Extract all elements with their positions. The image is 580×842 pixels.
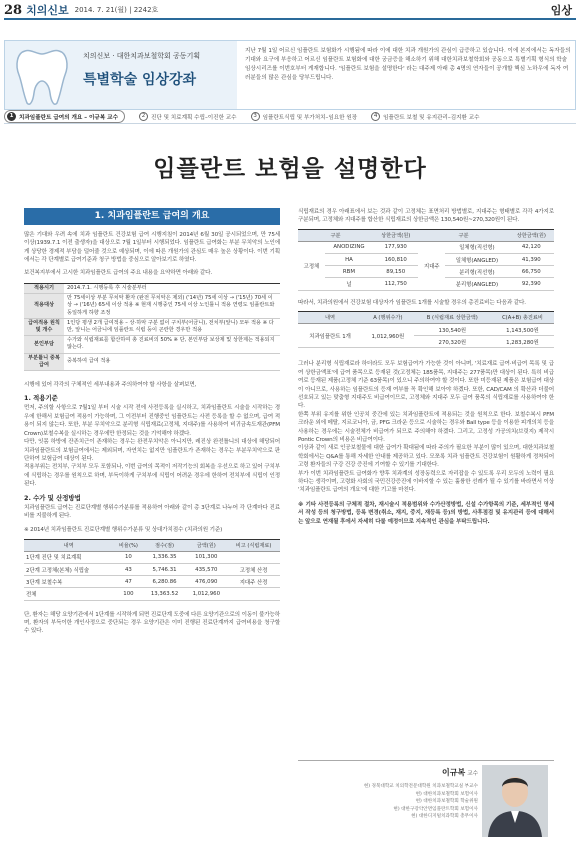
paragraph: 다만, 잇몸 하방에 잔존치근이 존재하는 경우는 완전무치악은 아니지만, 레진상 완전틀니의 대상에 해당되어 치과임플란트의 보험급여에서는 제외되며, 자연치는 없지만 임플란트가 존재하는 경우는 부분무치악으로 판단하여 보험급여 대상이 된다. [24, 439, 280, 462]
table-row [24, 563, 280, 575]
affiliation-line: 현) 대한치과보철학회 학술위원 [415, 799, 478, 805]
tab-label: 치과임플란트 급여의 개요 – 이규복 교수 [19, 114, 118, 121]
cell: 2단계 고정체(본체) 식립술 [24, 563, 113, 575]
fee-table [24, 539, 280, 601]
paragraph: 식립재료의 경우 아래표에서 보는 것과 같이 고정체는 표면처리 방법별로, 지대주는 형태별로 각각 4가지로 구분되며, 고정체와 지대주를 합산한 식립재료의 상한금액은 130,540원~270,320원이 된다. [298, 209, 554, 224]
group-label: 지대주 [418, 241, 445, 290]
paragraph: 한쪽 부위 유지를 위한 인공치 중간에 있는 치과임플란트에 적용되는 것을 원칙으로 한다. 보철수복시 PFM 크라운 외에 메탈, 지르코니아, 금, PFG 크라운 등으로 시술하는 경우와 Ball type 등을 이용한 피개의치 등을 사용하는 경우에는 시술전체가 비급여가 되므로 주의해야 하겠다. 그리고, 고정성 가공의치(브릿지) 제작시 Pontic Crown의 비용은 비급여이다. [298, 411, 554, 443]
column-header: A (행위수가) [362, 311, 414, 323]
portrait-icon [482, 765, 548, 837]
cell: 1,143,500원 [491, 323, 554, 335]
cell: 1단계 진단 및 치료계획 [24, 551, 113, 563]
table-row [24, 284, 280, 294]
cell [227, 588, 280, 600]
author-name [442, 767, 478, 778]
masthead [4, 2, 576, 20]
cell: 47 [113, 576, 144, 588]
cell: 치과임플란트 1개 [298, 323, 362, 347]
paragraph: 그러나 분리형 식립재료라 하더라도 모두 보험급여가 가능한 것이 아니며, '치료재료 급여·비급여 목록 및 급여 상한금액표'에 급여 품목으로 등재된 것(고정체는 185품목, 지대주는 277품목)만 대상이 된다. 특히 비급여로 등재된 제품(고정체 기준 63품목)이 있으니 주의하여야 할 것이다. 또한 미등재된 제품은 보험급여 대상이 아니므로, 사용하는 임플란트의 등재 여부를 꼭 확인해 보아야 하겠다. 또한, CAD/CAM 의 확산과 더불어 선호되고 있는 맞춤형 지대주도 비급여이므로, 고정체와 지대주 모두 급여 품목의 식립재료를 사용하여야 한다. [298, 361, 554, 410]
author-affiliations [364, 783, 478, 821]
cell: 43 [113, 563, 144, 575]
cell: 112,750 [373, 278, 418, 290]
cell: RBM [325, 266, 373, 278]
column-header: 구분 [298, 229, 373, 241]
cell: 분리형(직선형) [445, 266, 508, 278]
cell: 13,363.52 [144, 588, 186, 600]
cell: 41,390 [509, 254, 554, 266]
cell: 92,390 [509, 278, 554, 290]
table-row [24, 551, 280, 563]
cell: 177,930 [373, 241, 418, 253]
rule-value: 2014.7.1. 시행등록 후 시술분부터 [64, 284, 280, 294]
left-column [24, 208, 280, 636]
rule-key: 급여적용 원칙 및 개수 [24, 318, 64, 335]
paragraph: 많은 기대와 우려 속에 치과 임플란트 건강보험 급여 시행지침이 2014년 6월 30일 공시되었으며, 만 75세 이상(1939.7.1 이전 출생자)을 대상으로 7월 1일부터 시행되었다. 임플란트 급여화는 부분 무치악의 노인에게 상당한 경제적 부담을 덜어줄 것으로 예상되며, 이에 따른 개원가의 관심도 매우 높은 상황이다. 이번 기획에서는 각 단계별로 급여기준과 청구 방법을 중심으로 알아보기로 하였다. [24, 232, 280, 264]
paragraph: 따라서, 치과의원에서 건강보험 대상자가 임플란트 1개를 시술할 경우의 총진료비는 다음과 같다. [298, 299, 526, 306]
cell: 5,746.31 [144, 563, 186, 575]
table-row [24, 336, 280, 353]
issue-date: 2014. 7. 21(월) | 2242호 [74, 6, 159, 14]
banner-title-area [5, 41, 237, 109]
cell: 101,300 [185, 551, 227, 563]
cell: 476,090 [185, 576, 227, 588]
footnote: ※ 기타 사전등록의 구체적 절차, 재시술시 적용범위와 수가산정방법, 신설 수가항목의 기준, 세부적인 명세서 작성 등의 청구방법, 등록 변경(취소, 재지, 중지, 재등록 등)의 방법, 사후점검 및 유지관리 등에 대해서는 앞으로 연재될 후에서 자세히 다룰 예정이므로 지속적인 관심을 부탁드립니다. [298, 501, 554, 525]
tab-2[interactable] [139, 112, 237, 121]
paragraph: 이상과 같이 새로 인공보철물에 대한 급여가 확대됨에 따라 주의가 필요한 부분이 많이 있으며, 대한치과보철학회에서는 Q&A를 통해 자세한 안내를 제공하고 있다. 모쪼록 치과 임플란트 건강보험이 원활하게 정착되어 고령 환자들의 구강 건강 증진에 기여할 수 있기를 기대한다. [298, 445, 554, 469]
section-name: 임상 [550, 4, 572, 17]
series-tabs [4, 110, 576, 124]
rules-table [24, 283, 280, 371]
affiliation-line: 현) 경북대학교 치의학전문대학원 치과보철학교실 부교수 [363, 784, 478, 789]
tab-3[interactable] [251, 112, 358, 121]
cell: 435,570 [185, 563, 227, 575]
cell: HA [325, 254, 373, 266]
subheading: 1. 적용기준 [24, 394, 58, 403]
paragraph: 보건복지부에서 고시한 치과임플란트 급여의 주요 내용을 요약하면 아래와 같다. [24, 269, 213, 276]
cell: 89,150 [373, 266, 418, 278]
rule-key: 부분틀니 중복급여 [24, 353, 64, 370]
column-header: 내역 [298, 311, 362, 323]
paragraph: 단, 환자는 해당 요양기관에서 1단계를 시작하게 되면 진료단계 도중에 다른 요양기관으로의 이동이 불가능하며, 환자의 부득이한 개인사정으로 중단되는 경우 요양기관은 이미 진행된 진료단계까지 급여비용을 청구할 수 있다. [24, 611, 280, 635]
cell: 130,540원 [414, 323, 491, 335]
affiliation-line: 현) 대한디지털치과학회 총무이사 [411, 814, 478, 820]
cell: 전체 [24, 588, 113, 600]
column-header: 점수(점) [144, 539, 186, 551]
table-header-row [298, 229, 554, 241]
column-header: 비율(%) [113, 539, 144, 551]
paper-name: 치의신보 [26, 4, 69, 17]
paragraph: 부가 이번 치과임플란트 급여화가 향후 치과계의 성장동력으로 자리잡을 수 있도록 우리 모두의 노력이 필요하다는 생각이며, 고령화 사회의 국민건강증진에 이바지할 수 있는 훌륭한 선례가 될 수 있기를 바라면서 이상 '치과임플란트 급여의 개요'에 대한 기고를 마친다. [298, 470, 554, 494]
cell: 분리형(ANGLED) [445, 278, 508, 290]
banner-host: 치의신보 · 대한치과보철학회 공동기획 [83, 52, 201, 60]
tooth-icon [13, 45, 71, 107]
rule-key: 본인부담 [24, 336, 64, 353]
tab-label: 진단 및 치료계획 수립–이진한 교수 [151, 114, 237, 121]
table-row [298, 241, 554, 253]
cell: 1,012,960 [185, 588, 227, 600]
affiliation-line: 현) 대한치과보철학회 보험이사 [415, 791, 478, 797]
cell: 42,120 [509, 241, 554, 253]
headline: 임플란트 보험을 설명한다 [153, 156, 427, 182]
cell: ANODIZING [325, 241, 373, 253]
author-box [298, 760, 554, 838]
cell: 지대주 산정 [227, 576, 280, 588]
column-header: 상한금액(원) [509, 229, 554, 241]
affiliation-line: 현) 대한구강악안면임플란트학회 보험이사 [393, 806, 478, 812]
tab-number: 1 [7, 112, 16, 121]
section-title: 1. 치과임플란트 급여의 개요 [24, 208, 280, 225]
table-row [24, 588, 280, 600]
author-name-text: 이규복 [442, 768, 466, 777]
cell: 3단계 보철수복 [24, 576, 113, 588]
table-row [24, 353, 280, 370]
cell: 270,320원 [414, 336, 491, 348]
cell: 널 [325, 278, 373, 290]
column-header: B (식립재료 상한금액) [414, 311, 491, 323]
cell: 일체형(직선형) [445, 241, 508, 253]
column-header: 금액(원) [185, 539, 227, 551]
table-caption: ※ 2014년 치과임플란트 진료단계별 행위수가분류 및 상대가치점수 (치과의원 기준) [24, 527, 223, 534]
cell: 1,012,960원 [362, 323, 414, 347]
cell: 일체형(ANGLED) [445, 254, 508, 266]
rule-value: 1인당 평생 2개 급여적용 – 상·하악 구분 없이 구치부(어금니), 전치부(앞니) 모두 적용 ※ 다만, 앞니는 어금니에 임플란트 식립 등이 곤란한 경우만 적용 [64, 318, 280, 335]
banner-intro: 지난 7월 1일 어르신 임플란트 보험화가 시행됨에 따라 이에 대한 치과 개원가의 관심이 급증하고 있습니다. 이에 본지에서는 독자들의 기대와 요구에 부응하고 어르신 임플란트 보험화에 대한 궁금증을 해소하기 위해 대한치과보철학회와 공동으로 특별기획 형식의 학술임상시리즈를 이번호부터 게재합니다. '임플란트 보험을 설명한다' 라는 대주제 아래 총 4명의 연자들이 공개할 핵심 노하우에 독자 여러분들의 많은 관심을 당부드립니다. [245, 48, 571, 81]
paragraph: 적용부위는 전치부, 구치부 모두 포함되나, 이번 급여의 목적이 저작기능의 회복을 우선으로 하고 있어 구치부에 식립하는 경우를 원칙으로 하며, 부득이하게 구치부에 식립이 어려운 경우에 한하여 전치부에 식립이 인정된다. [24, 464, 280, 488]
tab-label: 임플란트 보철 및 유지관리–김지환 교수 [383, 114, 480, 121]
page-number: 28 [4, 2, 23, 18]
author-role: 교수 [467, 771, 478, 777]
tab-label: 임플란트식립 및 부가처치–임요한 원장 [262, 114, 358, 121]
cell [227, 551, 280, 563]
rule-key: 적용대상 [24, 294, 64, 319]
cell: 6,280.86 [144, 576, 186, 588]
banner-title: 특별학술 임상강좌 [83, 72, 197, 88]
series-banner [4, 40, 576, 110]
column-header: 내역 [24, 539, 113, 551]
column-header: 상한금액(원) [373, 229, 418, 241]
cell: 1,283,280원 [491, 336, 554, 348]
group-label: 고정체 [298, 241, 325, 290]
rule-value: 수가와 식립재료를 합산하여 총 진료비의 50% ※ 단, 본인부담 보상제 및 상한제는 적용되지 않는다. [64, 336, 280, 353]
total-fee-table [298, 311, 554, 348]
column-header: 구분 [418, 229, 508, 241]
cell: 1,336.35 [144, 551, 186, 563]
cell: 10 [113, 551, 144, 563]
cell: 100 [113, 588, 144, 600]
table-header-row [24, 539, 280, 551]
right-column [298, 208, 554, 526]
tab-number: 3 [251, 112, 260, 121]
paragraph: 시행에 있어 각각의 구체적인 세부내용과 주의하여야 할 사항을 살펴보면, [24, 382, 197, 389]
tab-number: 2 [139, 112, 148, 121]
subheading: 2. 수가 및 산정방법 [24, 493, 81, 502]
tab-1[interactable] [4, 110, 125, 123]
cell: 66,750 [509, 266, 554, 278]
column-header: 비고 (식립재료) [227, 539, 280, 551]
tab-4[interactable] [371, 112, 479, 121]
cell: 160,810 [373, 254, 418, 266]
table-row [298, 323, 554, 335]
table-row [24, 576, 280, 588]
rule-value: 중복하여 급여 적용 [64, 353, 280, 370]
table-row [24, 294, 280, 319]
table-row [24, 318, 280, 335]
paragraph: 먼저, 주의할 사항으로 7월1일 부터 시술 시작 전에 사전등록을 실시하고, 치과임플란트 시술을 시작하는 경우에 한해서 보험급여 적용이 가능하며, 그 이전부터 진행중인 임플란트는 사전 등록을 할 수 없으며, 급여 적용이 되지 않는다. 또한, 부분 무치악으로 분리형 식립재료(고정체, 지대주)를 사용하여 비귀금속도재관(PFM Crown)보철수복을 실시하는 경우에만 한정되는 것을 기억해야 하겠다. [24, 405, 280, 437]
paragraph: 치과임플란트 급여는 진료단계별 행위수가분류를 적용하여 아래와 같이 총 3단계로 나누어 각 단계마다 진료비를 지불하게 된다. [24, 504, 280, 519]
column-header: C(A+B) 총진료비 [491, 311, 554, 323]
rule-key: 적용시기 [24, 284, 64, 294]
material-table [298, 229, 554, 291]
cell: 고정체 산정 [227, 563, 280, 575]
table-header-row [298, 311, 554, 323]
rule-value: 만 75세이상 부분 무치악 환자 (완전 무치악은 제외) ('14년) 75세 이상 → ('15년) 70세 이상 → ('16년) 65세 이상 적용 ※ 현재 시행중인 75세 이상 노인틀니 적용 연령도 임플란트와 동일하게 하향 조정 [64, 294, 280, 319]
tab-number: 4 [371, 112, 380, 121]
author-photo [482, 765, 548, 837]
